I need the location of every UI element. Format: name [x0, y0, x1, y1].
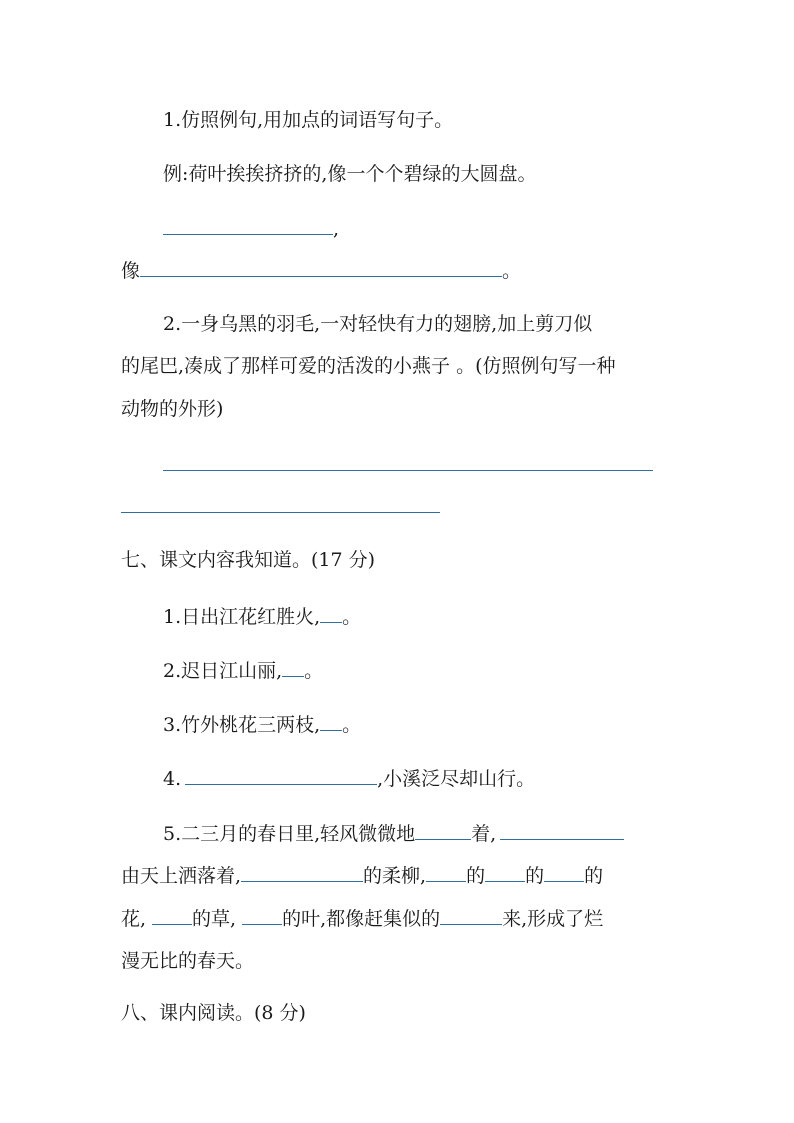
s7-q5-line-3: [121, 906, 603, 931]
s7-q5-de-3: 的: [584, 865, 604, 887]
s7-q5-blank-3[interactable]: [241, 863, 363, 882]
s7-q3-end: 。: [342, 714, 362, 736]
s7-q2-blank[interactable]: [282, 658, 304, 677]
s7-q1: [163, 604, 361, 629]
s7-q5-text-g: 的叶,都像赶集似的: [282, 908, 441, 930]
q1-answer-line-1: [163, 216, 339, 241]
q1-like: 像: [121, 260, 141, 282]
s7-q4-blank[interactable]: [185, 766, 377, 785]
q2-answer-line-1[interactable]: [163, 470, 653, 471]
s7-q3-blank[interactable]: [320, 712, 342, 731]
q1-prompt: 1.仿照例句,用加点的词语写句子。: [163, 109, 454, 131]
s7-q5-text-a: 5.二三月的春日里,轻风微微地: [163, 823, 416, 845]
s7-q4: [163, 766, 535, 791]
s7-q5-de-2: 的: [525, 865, 545, 887]
s7-q4-text: ,小溪泛尽却山行。: [377, 768, 536, 790]
s7-q3-text: 3.竹外桃花三两枝,: [163, 714, 321, 736]
q1-end: 。: [502, 260, 522, 282]
s7-q5-blank-5[interactable]: [485, 863, 525, 882]
q1-comma: ,: [333, 218, 340, 240]
q2-line-1: 2.一身乌黑的羽毛,一对轻快有力的翅膀,加上剪刀似: [163, 313, 593, 335]
s7-q5-blank-8[interactable]: [242, 906, 282, 925]
s7-q5-text-f: 的草,: [192, 908, 237, 930]
q2-line-2: 的尾巴,凑成了那样可爱的活泼的小燕子 。(仿照例句写一种: [121, 355, 616, 377]
s7-q5-line-4: 漫无比的春天。: [121, 950, 255, 972]
s7-q5-text-b: 着,: [471, 823, 497, 845]
s7-q5-blank-9[interactable]: [440, 906, 502, 925]
q1-blank-2[interactable]: [140, 258, 502, 277]
s7-q1-end: 。: [342, 606, 362, 628]
q1-example: 例:荷叶挨挨挤挤的,像一个个碧绿的大圆盘。: [163, 163, 537, 185]
s7-q5-blank-1[interactable]: [415, 821, 471, 840]
s7-q5-text-c: 由天上洒落着,: [121, 865, 242, 887]
s7-q5-text-e: 花,: [121, 908, 147, 930]
section7-heading: 七、课文内容我知道。(17 分): [121, 549, 376, 571]
s7-q5-line-2: [121, 863, 603, 888]
s7-q5-text-h: 来,形成了烂: [502, 908, 604, 930]
s7-q3: [163, 712, 361, 737]
s7-q1-blank[interactable]: [320, 604, 342, 623]
s7-q5-text-d: 的柔柳,: [363, 865, 427, 887]
s7-q1-text: 1.日出江花红胜火,: [163, 606, 321, 628]
q2-answer-line-2[interactable]: [121, 512, 440, 513]
section8-heading: 八、课内阅读。(8 分): [121, 1002, 306, 1024]
q2-line-3: 动物的外形): [121, 398, 224, 420]
s7-q5-blank-4[interactable]: [426, 863, 466, 882]
s7-q4-num: 4.: [163, 768, 182, 790]
s7-q5-blank-6[interactable]: [544, 863, 584, 882]
s7-q5-blank-2[interactable]: [500, 821, 624, 840]
s7-q2: [163, 658, 323, 683]
q1-blank-1[interactable]: [163, 216, 333, 235]
s7-q2-text: 2.迟日江山丽,: [163, 660, 283, 682]
s7-q2-end: 。: [304, 660, 324, 682]
s7-q5-blank-7[interactable]: [152, 906, 192, 925]
s7-q5-de-1: 的: [466, 865, 486, 887]
q1-answer-line-2: [121, 258, 521, 283]
s7-q5-line-1: [163, 821, 624, 846]
